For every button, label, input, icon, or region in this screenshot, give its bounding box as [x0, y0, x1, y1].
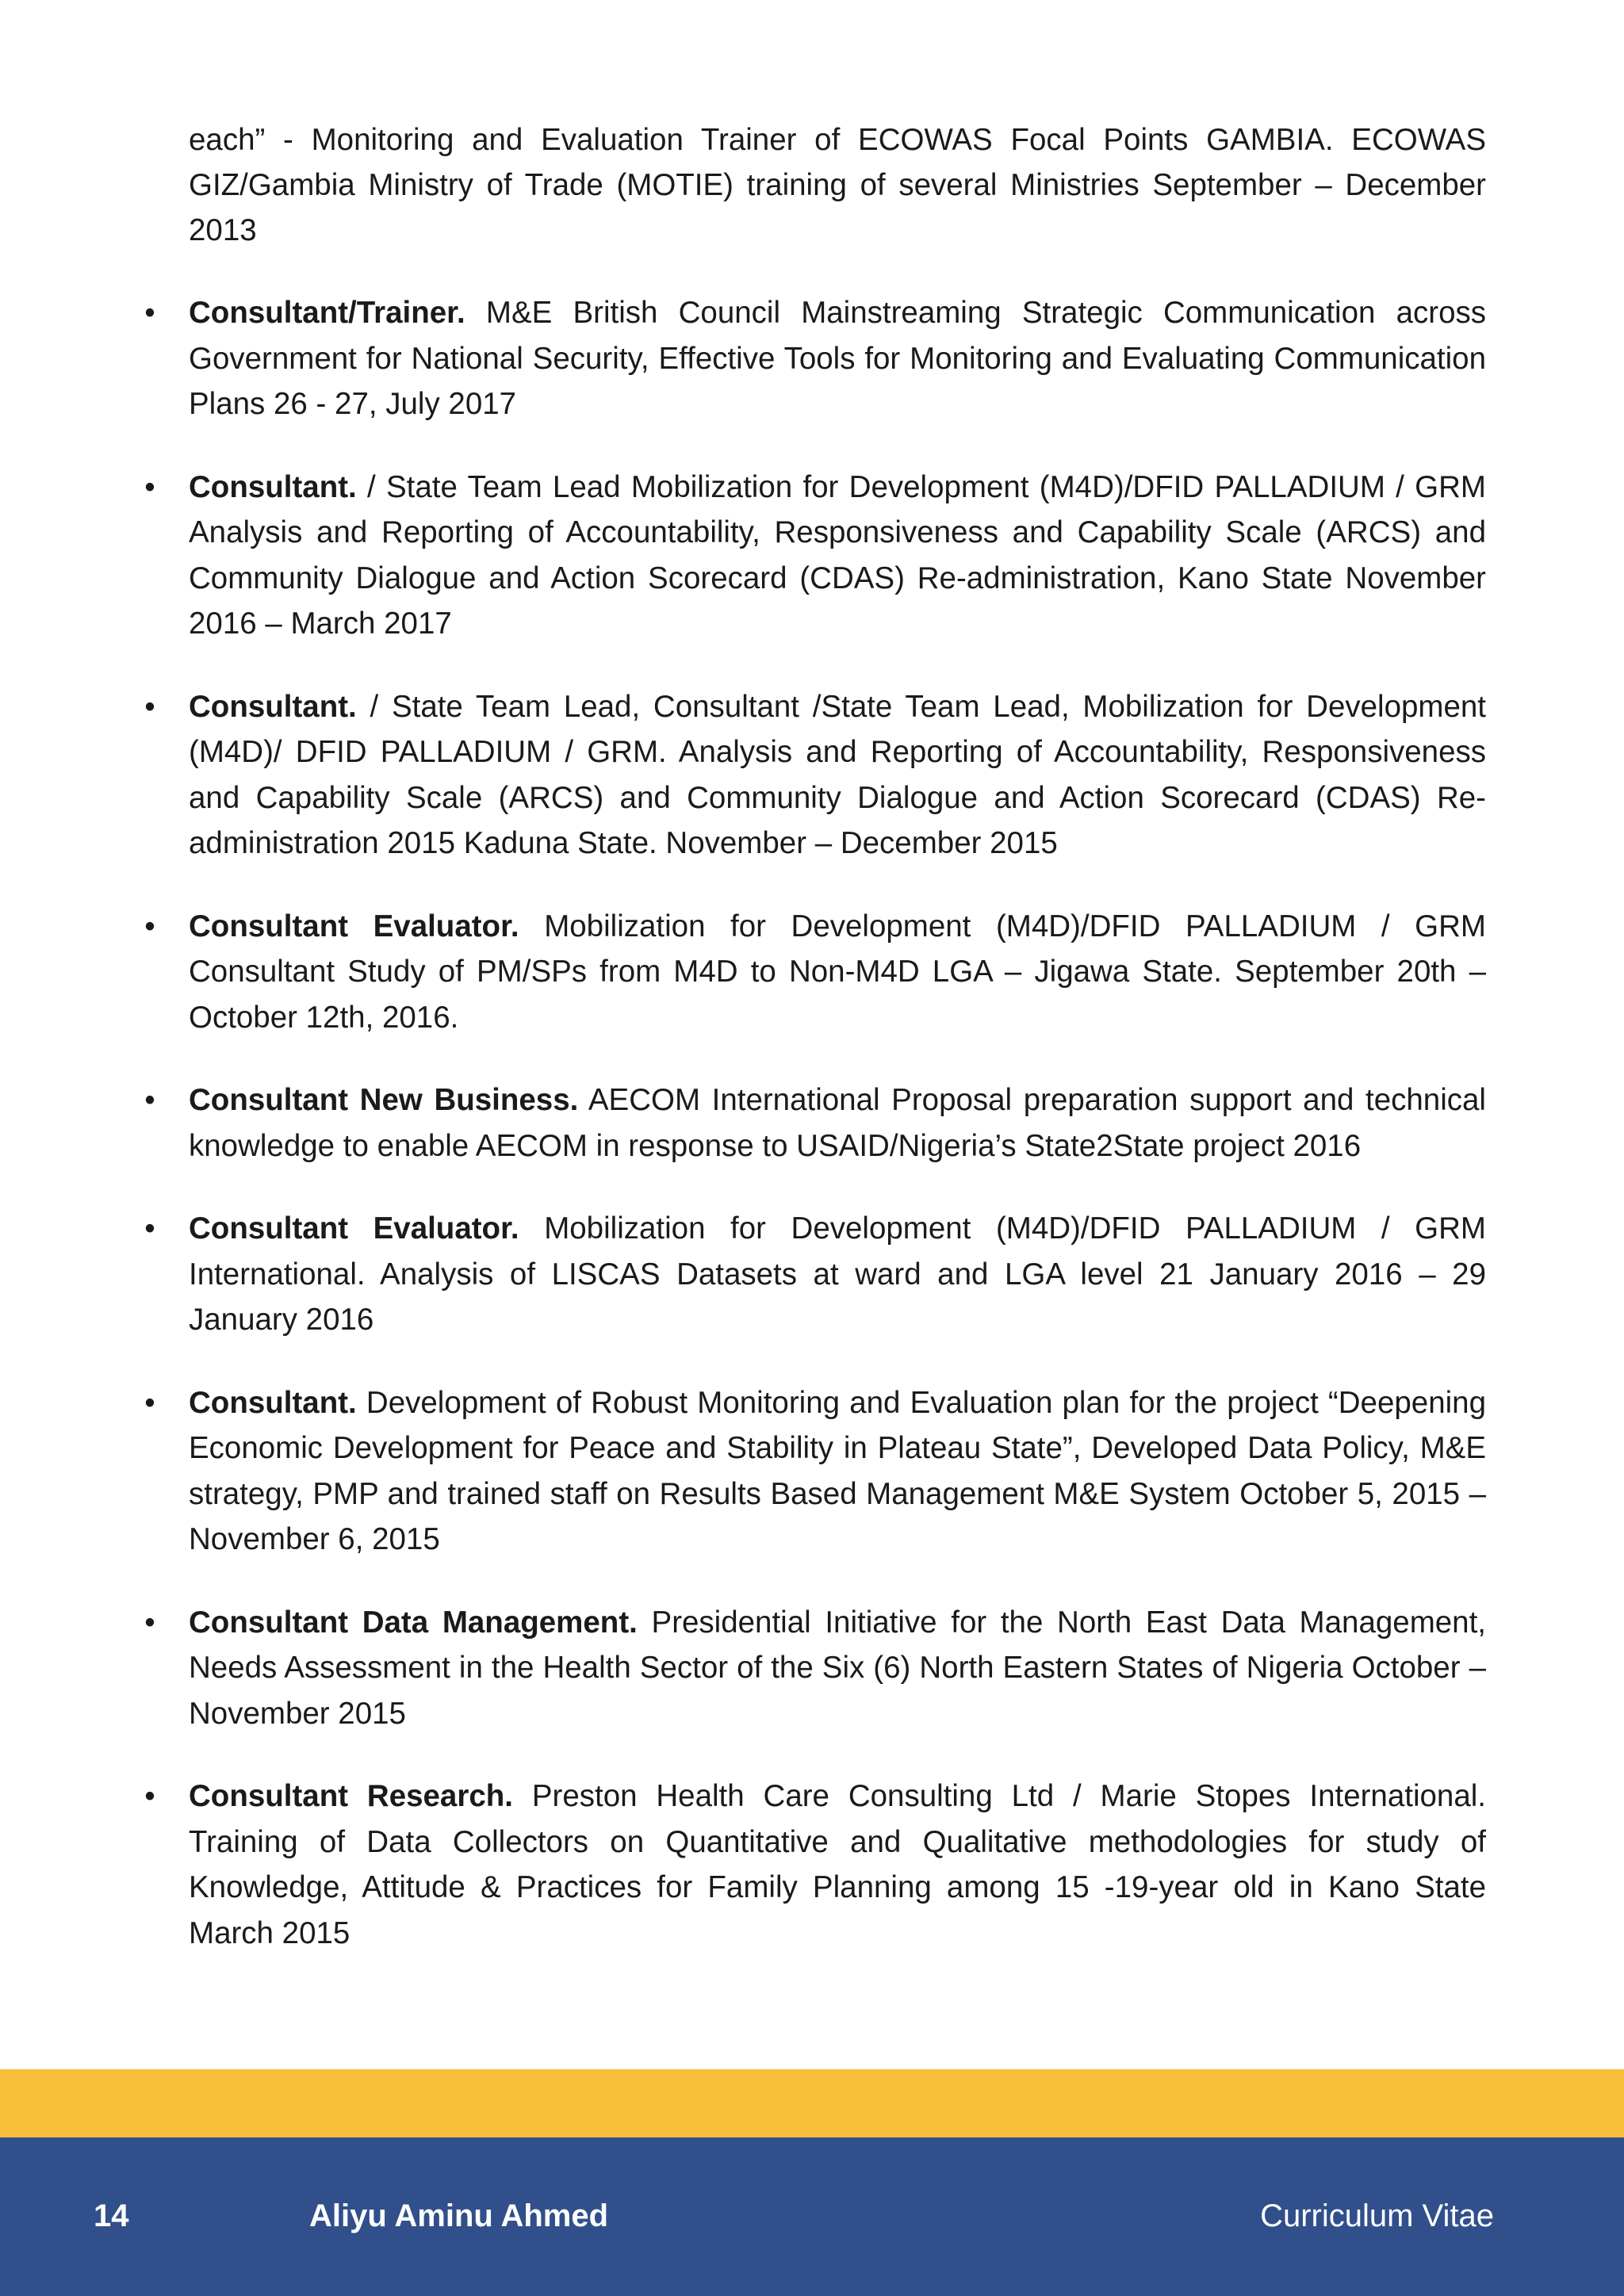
entry-description: Mobilization for Development (M4D)/DFID PALLADIUM / GRM International. Analysis of LISCAS Datasets at ward and LGA level 21 January 2016 – 29 January 2016 [189, 1211, 1486, 1337]
page-number: 14 [94, 2198, 129, 2233]
entry-description: / State Team Lead, Consultant /State Team Lead, Mobilization for Development (M4D)/ DFID PALLADIUM / GRM. Analysis and Reporting of Accountability, Responsiveness and Capability Scale (ARCS) and Community Dialogue and Action Scorecard (CDAS) Re-administration 2015 Kaduna State. November – December 2015 [189, 689, 1486, 860]
list-item [144, 465, 1486, 647]
bullet-icon: • [144, 1779, 155, 1813]
entry-role: Consultant/Trainer. [189, 296, 465, 330]
list-item [144, 904, 1486, 1041]
experience-list [0, 290, 1624, 1956]
entry-description: AECOM International Proposal preparation support and technical knowledge to enable AECOM in response to USAID/Nigeria’s State2State project 2016 [189, 1083, 1486, 1163]
entry-role: Consultant Data Management. [189, 1605, 638, 1640]
footer-accent-band [0, 2069, 1624, 2137]
bullet-icon: • [144, 296, 155, 330]
entry-description: Presidential Initiative for the North East Data Management, Needs Assessment in the Health Sector of the Six (6) North Eastern States of Nigeria October – November 2015 [189, 1605, 1486, 1731]
list-item [144, 684, 1486, 867]
entry-role: Consultant New Business. [189, 1083, 579, 1117]
bullet-icon: • [144, 469, 155, 504]
bullet-icon: • [144, 689, 155, 724]
bullet-icon: • [144, 1385, 155, 1420]
list-item [144, 1774, 1486, 1956]
list-item [144, 1600, 1486, 1737]
bullet-icon: • [144, 1605, 155, 1640]
document-type: Curriculum Vitae [1260, 2198, 1494, 2233]
list-item [144, 1077, 1486, 1169]
entry-role: Consultant Research. [189, 1779, 513, 1813]
bullet-icon: • [144, 909, 155, 943]
entry-description: Development of Robust Monitoring and Evaluation plan for the project “Deepening Economic Development for Peace and Stability in Plateau State”, Developed Data Policy, M&E strategy, PMP and trained staff on Results Based Management M&E System October 5, 2015 – November 6, 2015 [189, 1385, 1486, 1556]
list-item [144, 1206, 1486, 1343]
entry-role: Consultant Evaluator. [189, 1211, 519, 1246]
entry-role: Consultant. [189, 469, 357, 504]
entry-description: M&E British Council Mainstreaming Strategic Communication across Government for National Security, Effective Tools for Monitoring and Evaluating Communication Plans 26 - 27, July 2017 [189, 296, 1486, 421]
entry-description: Mobilization for Development (M4D)/DFID PALLADIUM / GRM Consultant Study of PM/SPs from M4D to Non-M4D LGA – Jigawa State. September 20th – October 12th, 2016. [189, 909, 1486, 1035]
list-item [144, 1380, 1486, 1563]
entry-role: Consultant. [189, 689, 357, 724]
entry-description: / State Team Lead Mobilization for Development (M4D)/DFID PALLADIUM / GRM Analysis and Reporting of Accountability, Responsiveness and Capability Scale (ARCS) and Community Dialogue and Action Scorecard (CDAS) Re-administration, Kano State November 2016 – March 2017 [189, 469, 1486, 641]
entry-role: Consultant Evaluator. [189, 909, 519, 943]
cv-content [0, 117, 1624, 1993]
page-footer [0, 2137, 1624, 2296]
entry-description: Preston Health Care Consulting Ltd / Marie Stopes International. Training of Data Collectors on Quantitative and Qualitative methodologies for study of Knowledge, Attitude & Practices for Family Planning among 15 -19-year old in Kano State March 2015 [189, 1779, 1486, 1950]
entry-role: Consultant. [189, 1385, 357, 1420]
continued-entry-text: each” - Monitoring and Evaluation Trainer of ECOWAS Focal Points GAMBIA. ECOWAS GIZ/Gambia Ministry of Trade (MOTIE) training of several Ministries September – December 2013 [189, 123, 1486, 247]
list-item [144, 290, 1486, 427]
bullet-icon: • [144, 1083, 155, 1117]
bullet-icon: • [144, 1211, 155, 1246]
author-name: Aliyu Aminu Ahmed [309, 2198, 609, 2233]
